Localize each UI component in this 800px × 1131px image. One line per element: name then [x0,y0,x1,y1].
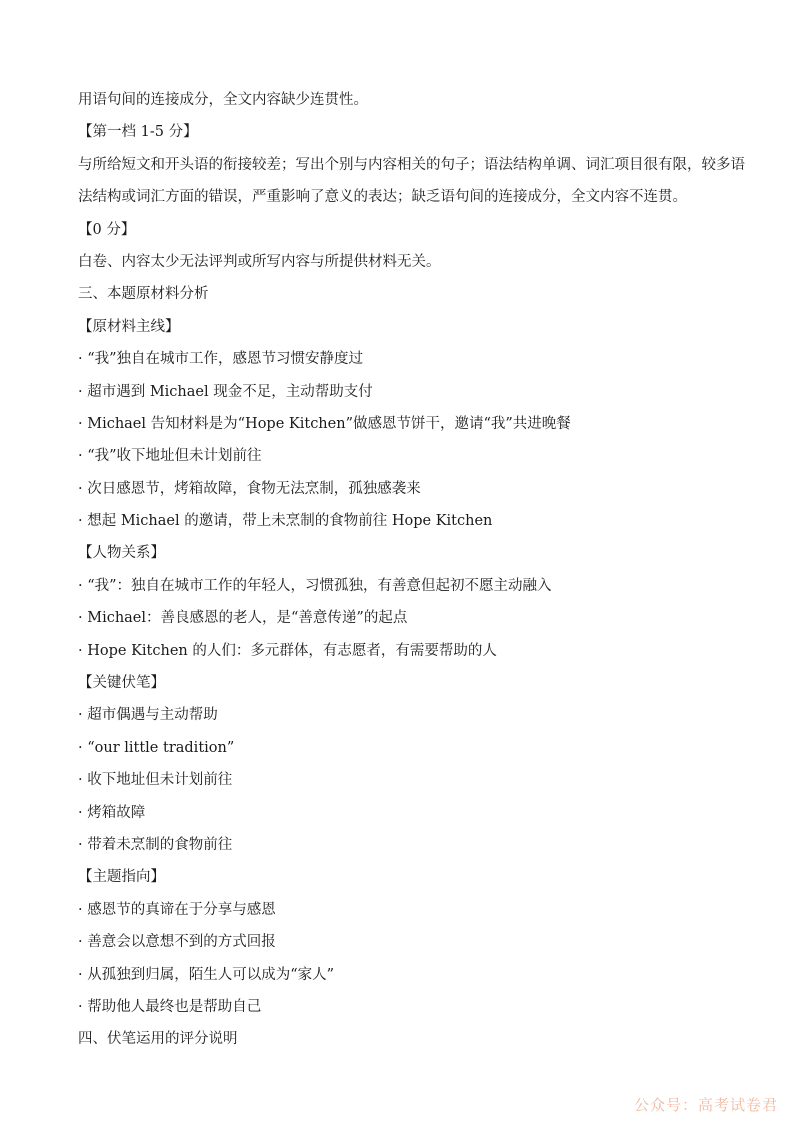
list-item: · 带着未烹制的食物前往 [78,836,233,853]
subheading-theme: 【主题指向】 [78,869,165,886]
text-line: 法结构或词汇方面的错误，严重影响了意义的表达；缺乏语句间的连接成分，全文内容不连贯。 [78,189,687,206]
list-item: · “our little tradition” [78,739,235,756]
section-heading-zero-score: 【0 分】 [78,221,136,238]
text-line: 白卷、内容太少无法评判或所写内容与所提供材料无关。 [78,253,441,270]
document-body [78,84,745,1056]
list-item: · 想起 Michael 的邀请，带上未烹制的食物前往 Hope Kitchen [78,513,493,530]
text-line: 用语句间的连接成分，全文内容缺少连贯性。 [78,92,368,108]
list-item: · 善意会以意想不到的方式回报 [78,934,276,951]
watermark-text: 公众号：高考试卷君 [633,1096,778,1114]
list-item: · 感恩节的真谛在于分享与感恩 [78,901,276,918]
list-item: · 超市偶遇与主动帮助 [78,707,218,724]
subheading-main-line: 【原材料主线】 [78,318,180,335]
list-item: · “我”独自在城市工作，感恩节习惯安静度过 [78,351,364,368]
list-item: · 次日感恩节，烤箱故障，食物无法烹制，孤独感袭来 [78,480,421,497]
list-item: · Hope Kitchen 的人们：多元群体，有志愿者，有需要帮助的人 [78,642,497,659]
list-item: · 超市遇到 Michael 现金不足，主动帮助支付 [78,383,373,400]
section-heading-foreshadowing-scoring: 四、伏笔运用的评分说明 [78,1031,238,1048]
list-item: · 从孤独到归属，陌生人可以成为“家人” [78,966,335,983]
section-heading-first-tier: 【第一档 1-5 分】 [78,124,198,141]
list-item: · 帮助他人最终也是帮助自己 [78,998,262,1015]
list-item: · 烤箱故障 [78,804,146,821]
text-line: 与所给短文和开头语的衔接较差；写出个别与内容相关的句子；语法结构单调、词汇项目很有限，较多语 [78,156,745,173]
section-heading-material-analysis: 三、本题原材料分析 [78,286,209,303]
list-item: · Michael 告知材料是为“Hope Kitchen”做感恩节饼干，邀请“我”共进晚餐 [78,415,571,432]
list-item: · Michael：善良感恩的老人，是“善意传递”的起点 [78,610,408,627]
list-item: · 收下地址但未计划前往 [78,772,233,789]
subheading-foreshadowing: 【关键伏笔】 [78,675,165,692]
list-item: · “我”：独自在城市工作的年轻人，习惯孤独，有善意但起初不愿主动融入 [78,577,552,594]
list-item: · “我”收下地址但未计划前往 [78,448,262,465]
subheading-relationships: 【人物关系】 [78,545,165,562]
